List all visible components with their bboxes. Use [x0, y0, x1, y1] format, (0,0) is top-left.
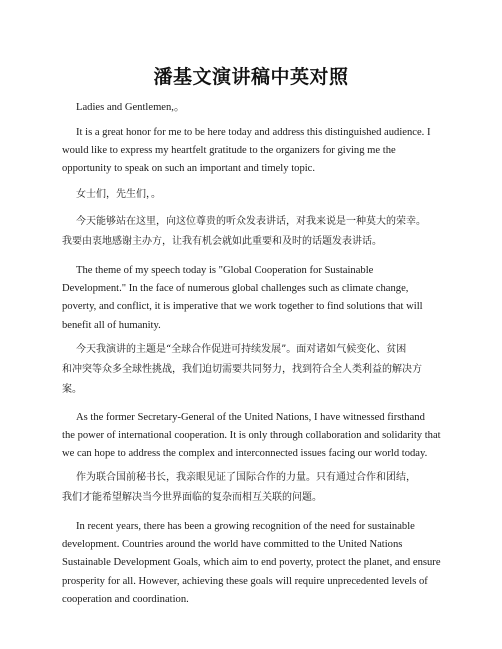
text-line: would like to express my heartfelt gratitude to the organizers for giving me the — [62, 145, 396, 157]
text-line: 案。 — [62, 384, 82, 395]
paragraph-theme-en — [62, 262, 440, 335]
text-line: 我们才能希望解决当今世界面临的复杂而相互关联的问题。 — [62, 492, 322, 503]
text-line: we can hope to address the complex and interconnected issues facing our world today. — [62, 448, 428, 460]
text-line: the power of international cooperation. It is only through collaboration and solidarity that — [62, 430, 441, 442]
text-line: 作为联合国前秘书长，我亲眼见证了国际合作的力量。只有通过合作和团结， — [76, 472, 416, 483]
paragraph-honor-zh — [62, 212, 440, 252]
text-line: opportunity to speak on such an important and timely topic. — [62, 163, 316, 175]
text-line: Ladies and Gentlemen,。 — [76, 102, 185, 113]
text-line: The theme of my speech today is "Global Cooperation for Sustainable — [76, 265, 374, 276]
text-line: 和冲突等众多全球性挑战，我们迫切需要共同努力，找到符合全人类利益的解决方 — [62, 364, 422, 375]
text-line: As the former Secretary-General of the United Nations, I have witnessed firsthand — [76, 412, 425, 423]
document-title: 潘基文演讲稿中英对照 — [153, 66, 349, 88]
text-line: In recent years, there has been a growing recognition of the need for sustainable — [76, 521, 415, 532]
text-line: cooperation and coordination. — [62, 593, 189, 605]
paragraph-honor-en — [62, 124, 440, 179]
paragraph-secretary-en — [62, 409, 440, 464]
text-line: Development." In the face of numerous global challenges such as climate change, — [62, 283, 409, 295]
text-line: prosperity for all. However, achieving these goals will require unprecedented levels of — [62, 575, 428, 587]
paragraph-greeting-en — [62, 99, 440, 117]
text-line: 今天能够站在这里，向这位尊贵的听众发表讲话，对我来说是一种莫大的荣幸。 — [76, 216, 426, 227]
text-line: 我要由衷地感谢主办方，让我有机会就如此重要和及时的话题发表讲话。 — [62, 236, 382, 247]
text-line: 女士们，先生们，。 — [76, 189, 161, 200]
text-line: Sustainable Development Goals, which aim to end poverty, protect the planet, and ensure — [62, 557, 441, 569]
paragraph-sdg-en — [62, 518, 440, 609]
paragraph-theme-zh — [62, 340, 440, 400]
paragraph-secretary-zh — [62, 468, 440, 508]
text-line: It is a great honor for me to be here today and address this distinguished audience. I — [76, 127, 431, 138]
text-line: benefit all of humanity. — [62, 319, 161, 331]
text-line: poverty, and conflict, it is imperative that we work together to find solutions that will — [62, 301, 423, 313]
paragraph-greeting-zh — [62, 185, 440, 205]
text-line: 今天我演讲的主题是“全球合作促进可持续发展”。面对诸如气候变化、贫困 — [76, 344, 407, 355]
text-line: development. Countries around the world have committed to the United Nations — [62, 539, 403, 551]
